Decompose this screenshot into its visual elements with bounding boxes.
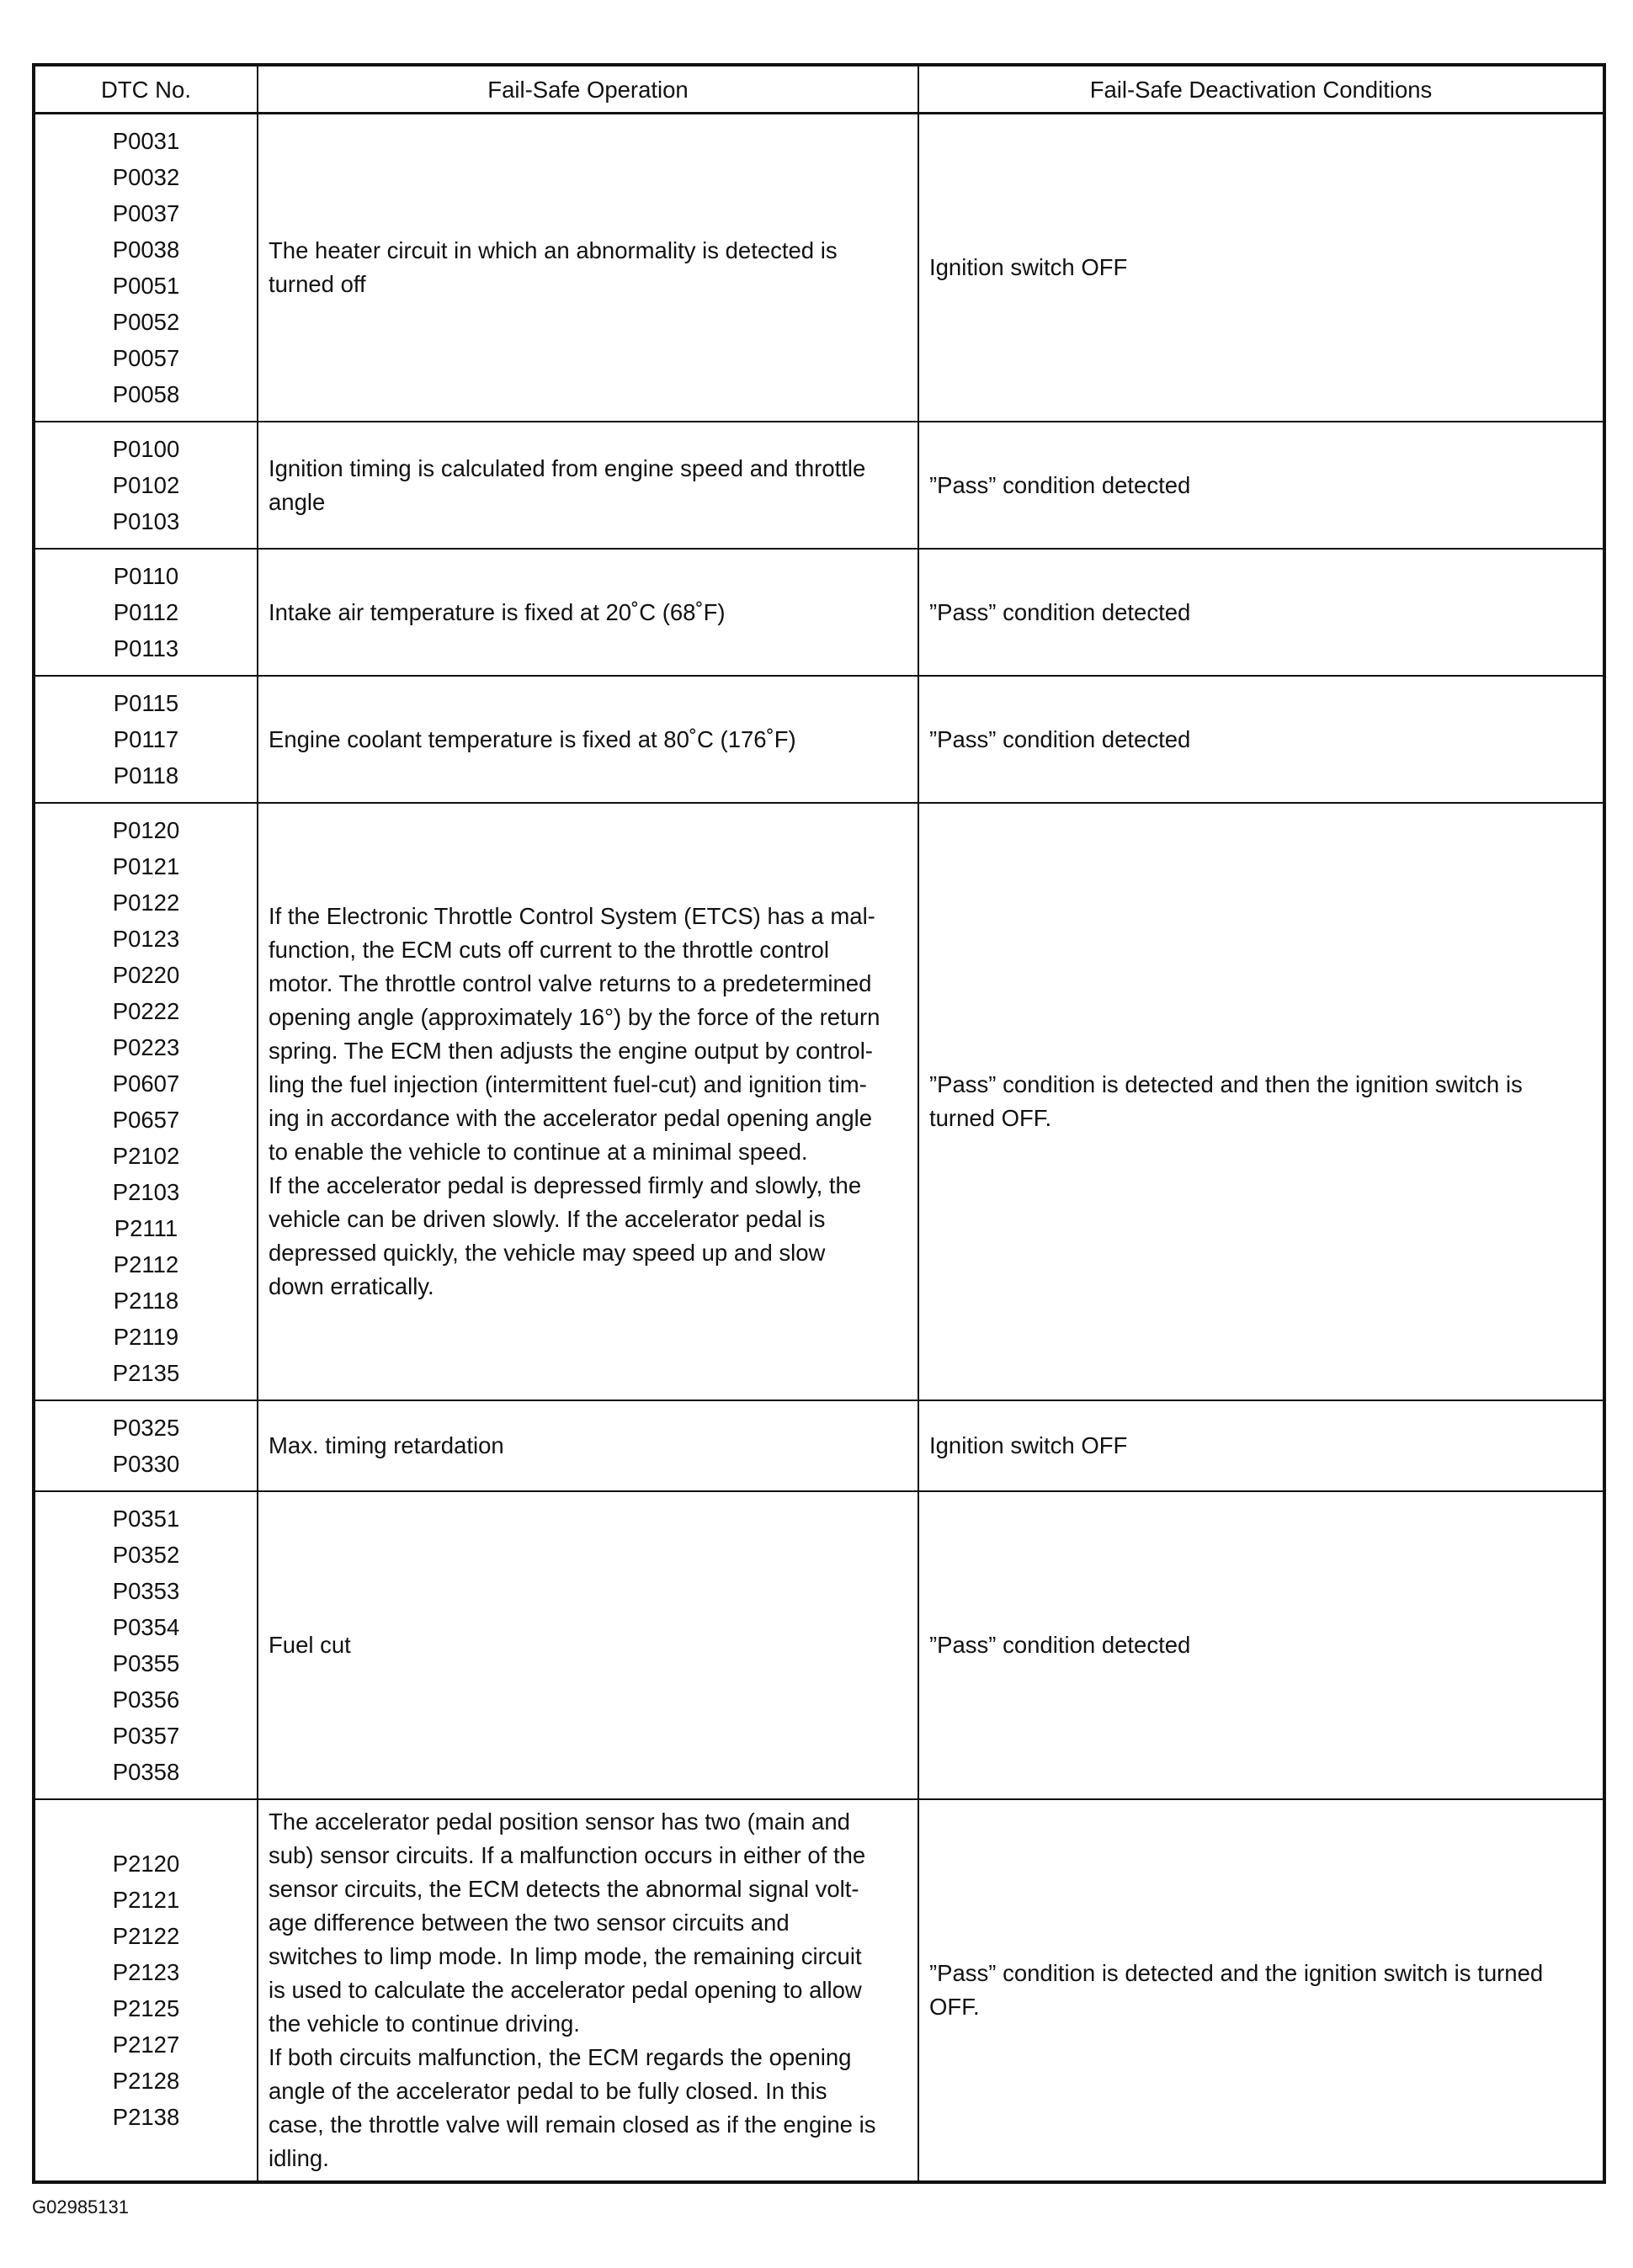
dtc-code-list	[34, 1400, 258, 1491]
fail-safe-operation: Max. timing retardation	[258, 1400, 918, 1491]
dtc-code: P0058	[112, 381, 180, 407]
table-row	[34, 803, 1604, 1400]
dtc-code: P0102	[112, 472, 180, 498]
fail-safe-operation: Ignition timing is calculated from engine speed and throttle angle	[258, 422, 918, 549]
dtc-code-list	[34, 803, 258, 1400]
table-body	[34, 114, 1604, 2183]
table-row	[34, 1491, 1604, 1799]
dtc-code: P0353	[112, 1578, 180, 1604]
deactivation-condition: ”Pass” condition detected	[918, 549, 1604, 676]
table-row	[34, 676, 1604, 803]
dtc-code: P0051	[112, 273, 180, 299]
dtc-code: P0117	[113, 726, 179, 752]
dtc-code: P0330	[112, 1451, 180, 1477]
dtc-code: P2123	[112, 1959, 180, 1985]
dtc-code: P0113	[113, 635, 179, 661]
dtc-code: P0032	[112, 164, 180, 190]
dtc-code: P0038	[112, 236, 180, 263]
dtc-code: P2121	[112, 1887, 180, 1913]
table-row	[34, 422, 1604, 549]
dtc-code: P0325	[112, 1415, 180, 1441]
dtc-code: P0356	[112, 1686, 180, 1713]
dtc-code: P0351	[112, 1506, 180, 1532]
dtc-code: P2118	[113, 1288, 179, 1314]
dtc-code: P0352	[112, 1542, 180, 1568]
table-header-row	[34, 65, 1604, 114]
dtc-code: P2125	[112, 1995, 180, 2021]
dtc-code: P2111	[114, 1215, 178, 1241]
dtc-code: P0220	[112, 962, 180, 988]
dtc-code: P2135	[112, 1360, 180, 1386]
header-fail-safe-operation: Fail-Safe Operation	[258, 65, 918, 114]
dtc-code: P0358	[112, 1759, 180, 1785]
deactivation-condition: ”Pass” condition detected	[918, 1491, 1604, 1799]
dtc-code: P0115	[113, 690, 179, 716]
dtc-code: P2138	[112, 2104, 180, 2130]
dtc-code-list	[34, 676, 258, 803]
dtc-code: P0122	[112, 890, 180, 916]
dtc-code: P0110	[113, 563, 179, 589]
dtc-code: P0121	[112, 853, 180, 879]
dtc-code: P2103	[112, 1179, 180, 1205]
fail-safe-table	[32, 63, 1606, 2184]
dtc-code: P2119	[113, 1324, 179, 1350]
fail-safe-operation: Intake air temperature is fixed at 20˚C (68˚F)	[258, 549, 918, 676]
deactivation-condition: ”Pass” condition is detected and the ignition switch is turned OFF.	[918, 1799, 1604, 2182]
table-row	[34, 549, 1604, 676]
dtc-code: P0607	[112, 1070, 180, 1097]
dtc-code-list	[34, 422, 258, 549]
fail-safe-operation: The accelerator pedal position sensor has two (main and sub) sensor circuits. If a malfunction occurs in either of the sensor circuits, the ECM detects the abnormal signal volt- age difference between the two sensor circuits and switches to limp mode. In limp mode, the remaining circuit is used to calculate the accelerator pedal opening to allow the vehicle to continue driving. If both circuits malfunction, the ECM regards the opening angle of the accelerator pedal to be fully closed. In this case, the throttle valve will remain closed as if the engine is idling.	[258, 1799, 918, 2182]
dtc-code: P0112	[113, 599, 179, 625]
dtc-code-list	[34, 1799, 258, 2182]
dtc-code-list	[34, 549, 258, 676]
header-dtc-no: DTC No.	[34, 65, 258, 114]
fail-safe-operation: If the Electronic Throttle Control System (ETCS) has a mal- function, the ECM cuts off current to the throttle control motor. The throttle control valve returns to a predetermined opening angle (approximately 16°) by the force of the return spring. The ECM then adjusts the engine output by control- ling the fuel injection (intermittent fuel-cut) and ignition tim- ing in accordance with the accelerator pedal opening angle to enable the vehicle to continue at a minimal speed. If the accelerator pedal is depressed firmly and slowly, the vehicle can be driven slowly. If the accelerator pedal is depressed quickly, the vehicle may speed up and slow down erratically.	[258, 803, 918, 1400]
dtc-code: P0222	[112, 998, 180, 1024]
dtc-code: P0123	[112, 926, 180, 952]
fail-safe-operation: Fuel cut	[258, 1491, 918, 1799]
dtc-code: P0223	[112, 1034, 180, 1060]
dtc-code: P0120	[112, 817, 180, 843]
dtc-code: P2128	[112, 2068, 180, 2094]
deactivation-condition: ”Pass” condition is detected and then the ignition switch is turned OFF.	[918, 803, 1604, 1400]
dtc-code: P0057	[112, 345, 180, 371]
table-row	[34, 1400, 1604, 1491]
dtc-code: P2112	[113, 1251, 179, 1277]
dtc-code: P2127	[112, 2032, 180, 2058]
dtc-code-list	[34, 114, 258, 422]
dtc-code: P0354	[112, 1614, 180, 1640]
header-deactivation-conditions: Fail-Safe Deactivation Conditions	[918, 65, 1604, 114]
dtc-code: P0052	[112, 309, 180, 335]
dtc-code: P0118	[113, 762, 179, 789]
dtc-code: P0355	[112, 1650, 180, 1676]
dtc-code: P2120	[112, 1851, 180, 1877]
dtc-code: P0100	[112, 436, 180, 462]
deactivation-condition: Ignition switch OFF	[918, 114, 1604, 422]
table-row	[34, 114, 1604, 422]
dtc-code: P0657	[112, 1107, 180, 1133]
fail-safe-operation: Engine coolant temperature is fixed at 80˚C (176˚F)	[258, 676, 918, 803]
deactivation-condition: Ignition switch OFF	[918, 1400, 1604, 1491]
dtc-code: P0103	[112, 508, 180, 534]
table-row	[34, 1799, 1604, 2182]
dtc-code-list	[34, 1491, 258, 1799]
dtc-code: P2122	[112, 1923, 180, 1949]
dtc-code: P2102	[112, 1143, 180, 1169]
figure-id: G02985131	[32, 2196, 129, 2218]
deactivation-condition: ”Pass” condition detected	[918, 676, 1604, 803]
dtc-code: P0357	[112, 1723, 180, 1749]
dtc-code: P0037	[112, 200, 180, 226]
deactivation-condition: ”Pass” condition detected	[918, 422, 1604, 549]
fail-safe-operation: The heater circuit in which an abnormality is detected is turned off	[258, 114, 918, 422]
dtc-code: P0031	[112, 128, 180, 154]
